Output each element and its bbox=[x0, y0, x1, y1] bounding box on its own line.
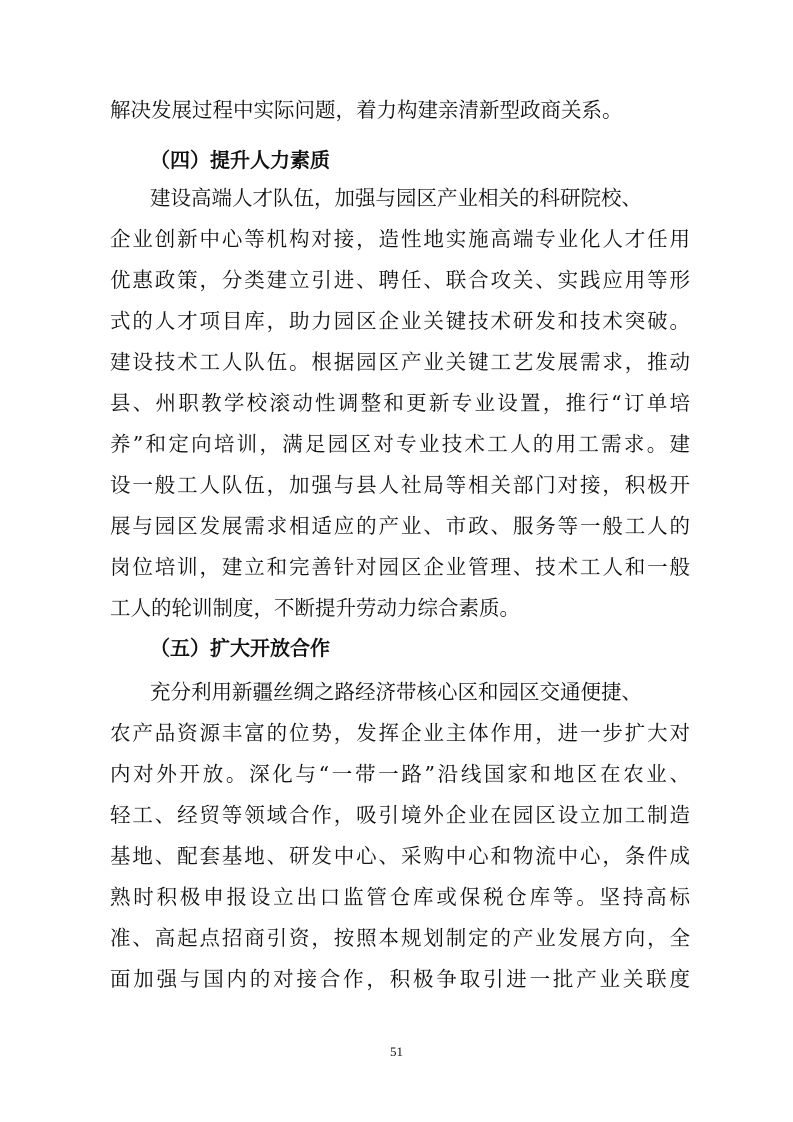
paragraph-line: 建设高端人才队伍，加强与园区产业相关的科研院校、 bbox=[150, 186, 642, 210]
paragraph-line: 农产品资源丰富的位势，发挥企业主体作用，进一步扩大对 bbox=[110, 721, 690, 745]
paragraph-line: 企业创新中心等机构对接，造性地实施高端专业化人才任用 bbox=[110, 227, 690, 251]
paragraph-line: 优惠政策，分类建立引进、聘任、联合攻关、实践应用等形 bbox=[110, 268, 690, 292]
paragraph-line: 准、高起点招商引资，按照本规划制定的产业发展方向，全 bbox=[110, 926, 690, 950]
paragraph-line: 面加强与国内的对接合作，积极争取引进一批产业关联度 bbox=[110, 967, 690, 991]
paragraph-line: 展与园区发展需求相适应的产业、市政、服务等一般工人的 bbox=[110, 514, 690, 538]
section-heading: （五）扩大开放合作 bbox=[150, 636, 330, 660]
paragraph-line: 充分利用新疆丝绸之路经济带核心区和园区交通便捷、 bbox=[150, 680, 642, 704]
paragraph-line: 工人的轮训制度，不断提升劳动力综合素质。 bbox=[110, 596, 520, 620]
paragraph-line: 轻工、经贸等领域合作，吸引境外企业在园区设立加工制造 bbox=[110, 803, 690, 827]
paragraph-line: 式的人才项目库，助力园区企业关键技术研发和技术突破。 bbox=[110, 309, 690, 333]
paragraph-line: 内对外开放。深化与“一带一路”沿线国家和地区在农业、 bbox=[110, 762, 690, 786]
paragraph-line: 养”和定向培训，满足园区对专业技术工人的用工需求。建 bbox=[110, 432, 690, 456]
paragraph-line: 县、州职教学校滚动性调整和更新专业设置，推行“订单培 bbox=[110, 391, 690, 415]
paragraph-line: 岗位培训，建立和完善针对园区企业管理、技术工人和一般 bbox=[110, 555, 690, 579]
paragraph-line: 设一般工人队伍，加强与县人社局等相关部门对接，积极开 bbox=[110, 473, 690, 497]
paragraph-line: 熟时积极申报设立出口监管仓库或保税仓库等。坚持高标 bbox=[110, 885, 690, 909]
paragraph-line: 建设技术工人队伍。根据园区产业关键工艺发展需求，推动 bbox=[110, 350, 690, 374]
section-heading: （四）提升人力素质 bbox=[150, 148, 330, 172]
paragraph-line: 解决发展过程中实际问题，着力构建亲清新型政商关系。 bbox=[110, 98, 623, 122]
paragraph-line: 基地、配套基地、研发中心、采购中心和物流中心，条件成 bbox=[110, 844, 690, 868]
page-number: 51 bbox=[390, 1044, 403, 1059]
